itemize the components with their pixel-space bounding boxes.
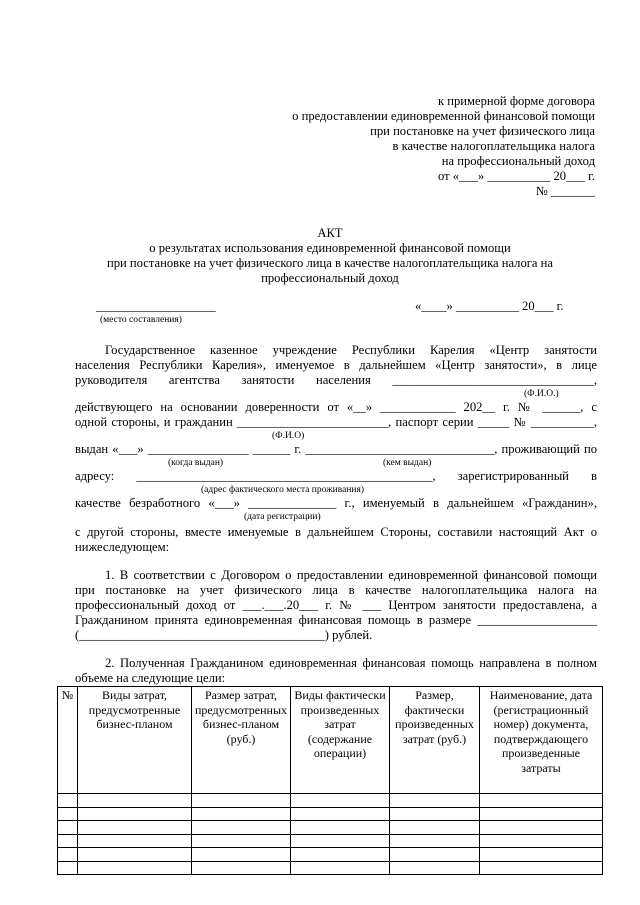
header-line-date: от «___» __________ 20___ г. [437, 169, 595, 183]
intro-line-6: выдан «___» ________________ ______ г. ______________________________, проживающий по [75, 442, 597, 456]
table-cell[interactable] [192, 794, 291, 808]
intro-line-1: Государственное казенное учреждение Республики Карелия «Центр занятости [105, 343, 597, 357]
table-cell[interactable] [78, 861, 192, 875]
table-cell[interactable] [390, 848, 480, 862]
table-cell[interactable] [192, 861, 291, 875]
col-header-actual-expense-types: Виды фактически произведенных затрат (содержание операции) [291, 687, 390, 794]
header-line-form-reference: к примерной форме договора [438, 94, 595, 108]
table-cell[interactable] [58, 861, 78, 875]
col-header-number: № [58, 687, 78, 794]
table-cell[interactable] [58, 794, 78, 808]
table-cell[interactable] [192, 821, 291, 835]
intro-line-9: с другой стороны, вместе именуемые в дальнейшем Стороны, составили настоящий Акт о [75, 525, 597, 539]
document-subtitle-line-3: профессиональный доход [261, 271, 399, 285]
table-cell[interactable] [78, 848, 192, 862]
place-of-issue-caption: (место составления) [100, 315, 182, 325]
table-row [58, 794, 603, 808]
clause-2-line-1: 2. Полученная Гражданином единовременная финансовая помощь направлена в полном [105, 656, 597, 670]
table-row [58, 821, 603, 835]
header-line-registration: при постановке на учет физического лица [370, 124, 595, 138]
table-cell[interactable] [480, 848, 603, 862]
clause-1-line-2: при постановке на учет физического лица в качестве налогоплательщика налога на [75, 583, 597, 597]
table-cell[interactable] [192, 834, 291, 848]
col-header-supporting-document: Наименование, дата (регистрационный номер) документа, подтверждающего произведенные затраты [480, 687, 603, 794]
table-cell[interactable] [58, 821, 78, 835]
table-cell[interactable] [291, 861, 390, 875]
table-cell[interactable] [291, 794, 390, 808]
document-subtitle-line-1: о результатах использования единовременной финансовой помощи [149, 241, 511, 255]
table-cell[interactable] [78, 807, 192, 821]
intro-line-8: качестве безработного «___» ______________ г., именуемый в дальнейшем «Гражданин», [75, 496, 597, 510]
table-cell[interactable] [58, 834, 78, 848]
intro-line-3: руководителя агентства занятости населения ________________________________, [75, 373, 597, 387]
table-cell[interactable] [390, 834, 480, 848]
caption-registration-date: (дата регистрации) [244, 512, 321, 522]
clause-2-line-2: объеме на следующие цели: [75, 671, 226, 685]
header-line-number: № _______ [535, 184, 595, 198]
caption-issued-by: (кем выдан) [383, 458, 432, 468]
clause-1-line-5: (_______________________________________) рублей. [75, 628, 373, 642]
caption-fio-head: (Ф.И.О.) [524, 389, 559, 399]
col-header-actual-expense-amount: Размер, фактически произведенных затрат (руб.) [390, 687, 480, 794]
table-body [58, 794, 603, 875]
document-title: АКТ [317, 226, 343, 240]
intro-line-7: адресу: _______________________________________________, зарегистрированный в [75, 469, 597, 483]
table-cell[interactable] [480, 794, 603, 808]
table-cell[interactable] [78, 834, 192, 848]
col-header-planned-expense-amount: Размер затрат, предусмотренных бизнес-планом (руб.) [192, 687, 291, 794]
document-subtitle-line-2: при постановке на учет физического лица в качестве налогоплательщика налога на [107, 256, 553, 270]
clause-1-line-1: 1. В соответствии с Договором о предоставлении единовременной финансовой помощи [105, 568, 597, 582]
act-date-field: «____» __________ 20___ г. [415, 299, 564, 313]
table-cell[interactable] [291, 848, 390, 862]
table-cell[interactable] [390, 861, 480, 875]
intro-line-4: действующего на основании доверенности от «__» ____________ 202__ г. № ______, с [75, 400, 597, 414]
table-cell[interactable] [480, 807, 603, 821]
table-row [58, 861, 603, 875]
table-header-row [58, 687, 603, 794]
expenses-table [57, 686, 603, 875]
intro-line-5: одной стороны, и гражданин ________________________, паспорт серии _____ № __________, [75, 415, 597, 429]
table-cell[interactable] [58, 807, 78, 821]
table-cell[interactable] [78, 794, 192, 808]
table-cell[interactable] [291, 821, 390, 835]
table-cell[interactable] [390, 807, 480, 821]
table-cell[interactable] [390, 794, 480, 808]
caption-fio-citizen: (Ф.И.О) [272, 431, 305, 441]
table-cell[interactable] [58, 848, 78, 862]
table-cell[interactable] [390, 821, 480, 835]
table-cell[interactable] [291, 807, 390, 821]
caption-address: (адрес фактического места проживания) [201, 485, 365, 495]
table-cell[interactable] [78, 821, 192, 835]
clause-1-line-4: Гражданином принята единовременная финансовая помощь в размере ___________________ [75, 613, 597, 627]
place-of-issue-field: ___________________ [96, 299, 216, 313]
header-line-tax-type: на профессиональный доход [441, 154, 595, 168]
table-cell[interactable] [192, 807, 291, 821]
header-line-contract-name: о предоставлении единовременной финансовой помощи [292, 109, 595, 123]
table-cell[interactable] [480, 834, 603, 848]
table-row [58, 807, 603, 821]
clause-1-line-3: профессиональный доход от ___.___.20___ г. № ___ Центром занятости предоставлена, а [75, 598, 597, 612]
header-line-taxpayer: в качестве налогоплательщика налога [392, 139, 595, 153]
caption-issued-when: (когда выдан) [168, 458, 224, 468]
table-row [58, 834, 603, 848]
intro-line-10: нижеследующем: [75, 540, 170, 554]
table-cell[interactable] [291, 834, 390, 848]
table-cell[interactable] [480, 821, 603, 835]
intro-line-2: населения Республики Карелия», именуемое в дальнейшем «Центр занятости», в лице [75, 358, 597, 372]
table-row [58, 848, 603, 862]
table-cell[interactable] [480, 861, 603, 875]
col-header-planned-expense-types: Виды затрат, предусмотренные бизнес-планом [78, 687, 192, 794]
table-cell[interactable] [192, 848, 291, 862]
